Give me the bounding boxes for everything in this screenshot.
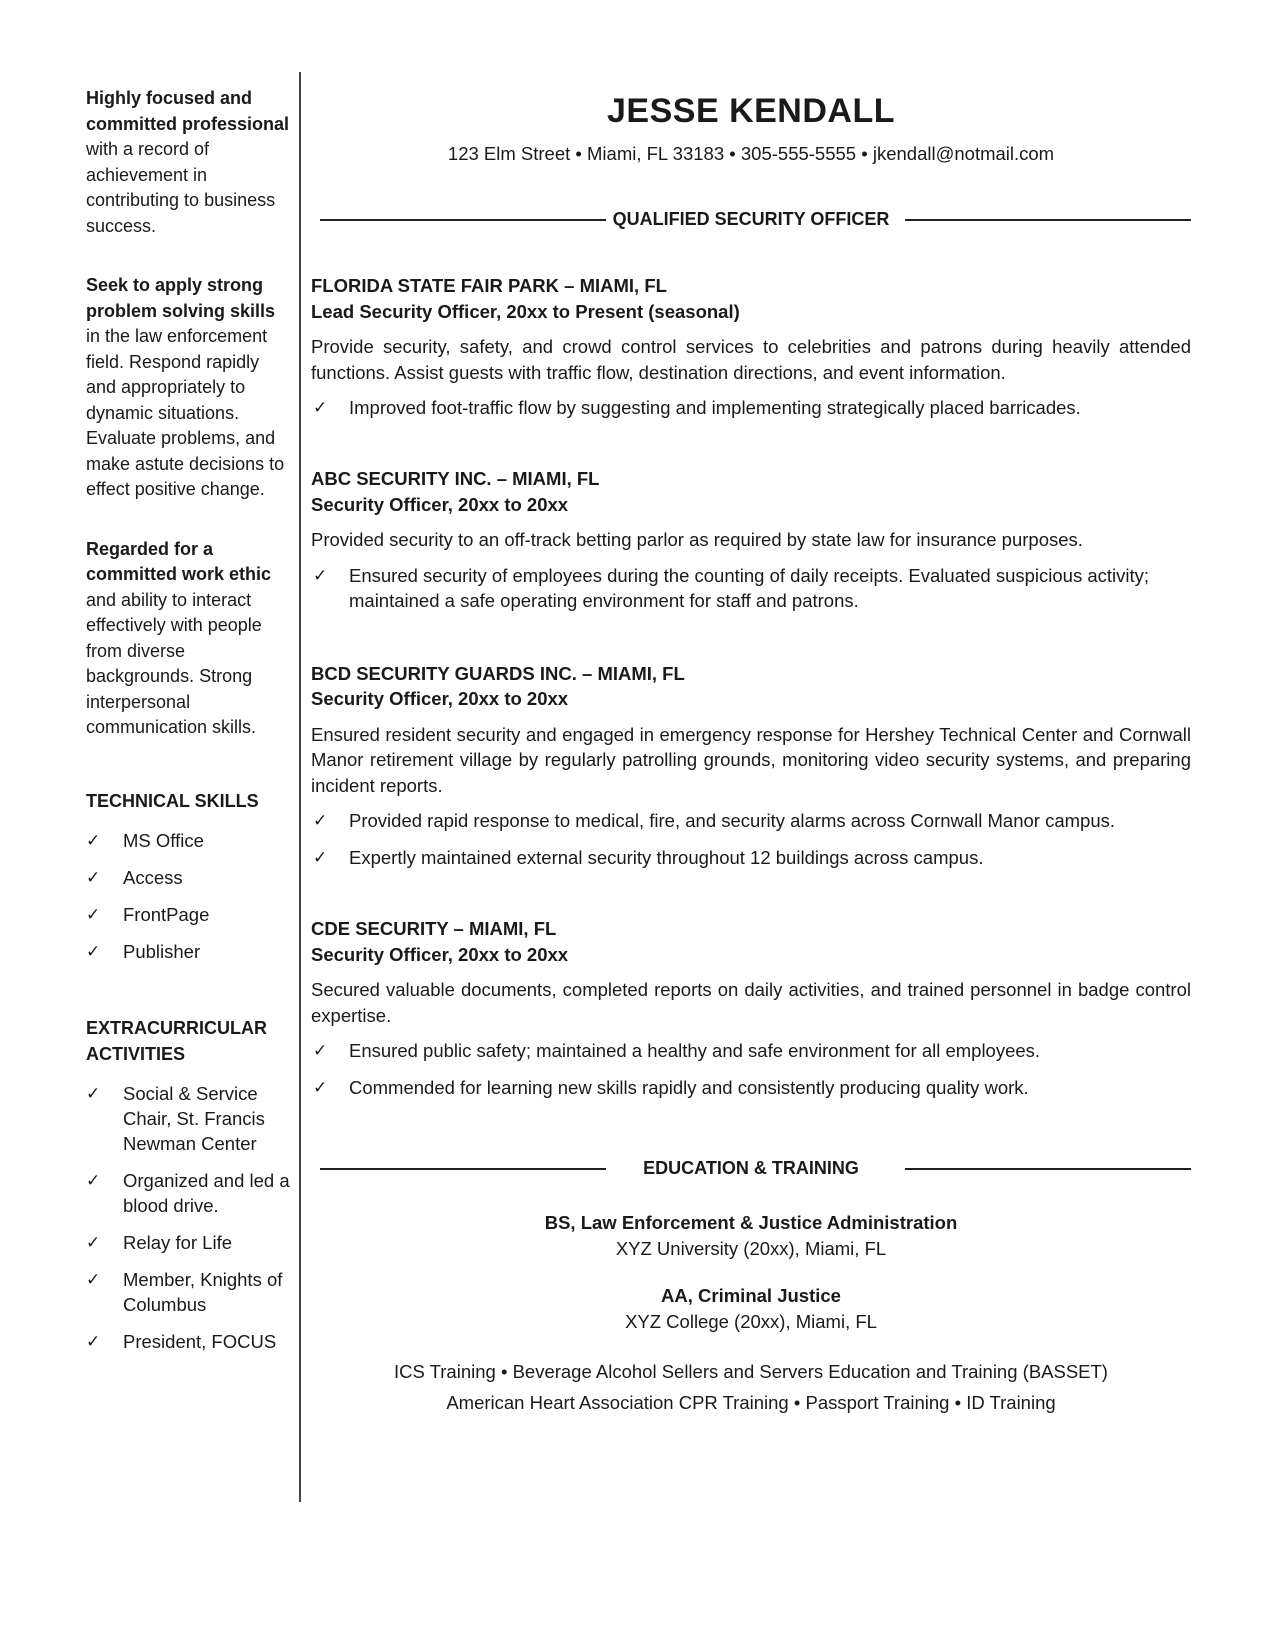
summary-text: with a record of achievement in contributing to business success.: [86, 139, 276, 236]
list-item: ✓ Improved foot-traffic flow by suggesting and implementing strategically placed barricades.: [313, 397, 1081, 418]
checkmark-icon: ✓: [86, 831, 101, 850]
job-bullets: [311, 808, 1191, 870]
checkmark-icon: ✓: [313, 398, 328, 417]
activities-list: [86, 1081, 291, 1354]
skills-list: [86, 828, 291, 964]
list-item: ✓ MS Office: [86, 830, 204, 851]
checkmark-icon: ✓: [86, 1270, 101, 1289]
job-title: Lead Security Officer, 20xx to Present (seasonal): [311, 300, 740, 322]
job-entry: [311, 466, 1191, 613]
education-list: [311, 1210, 1191, 1334]
checkmark-icon: ✓: [86, 868, 101, 887]
list-item: ✓ President, FOCUS: [86, 1331, 277, 1352]
summary-text: in the law enforcement field. Respond rapidly and appropriately to dynamic situations. Evaluate problems, and make astute decisions to effect positive change.: [86, 326, 285, 499]
summary-lead: Highly focused and committed professional: [86, 88, 290, 134]
contact-line: 123 Elm Street • Miami, FL 33183 • 305-555-5555 • jkendall@notmail.com: [447, 143, 1055, 164]
training-line-2: American Heart Association CPR Training • Passport Training • ID Training: [446, 1392, 1056, 1413]
summary-para-1: [86, 86, 291, 239]
summary-text: and ability to interact effectively with people from diverse backgrounds. Strong interpersonal communication skills.: [86, 589, 262, 737]
applicant-name: JESSE KENDALL: [607, 92, 895, 130]
education-section-heading: EDUCATION & TRAINING: [311, 1156, 1191, 1180]
checkmark-icon: ✓: [313, 848, 328, 867]
main-column: [311, 88, 1191, 1418]
list-item: ✓ Ensured public safety; maintained a healthy and safe environment for all employees.: [313, 1040, 1041, 1061]
list-item: ✓ Expertly maintained external security throughout 12 buildings across campus.: [313, 847, 984, 868]
job-company: BCD SECURITY GUARDS INC. – MIAMI, FL: [311, 662, 685, 684]
column-divider: [299, 72, 301, 1502]
experience-section-heading: QUALIFIED SECURITY OFFICER: [311, 207, 1191, 231]
list-item: ✓ Access: [86, 867, 183, 888]
checkmark-icon: ✓: [86, 1233, 101, 1252]
job-bullets: [311, 395, 1191, 420]
school: XYZ College (20xx), Miami, FL: [625, 1310, 877, 1332]
job-title: Security Officer, 20xx to 20xx: [311, 943, 569, 965]
list-item: ✓ Organized and led a blood drive.: [86, 1170, 290, 1216]
job-description: Secured valuable documents, completed reports on daily activities, and trained personnel in badge control expertise.: [311, 979, 1191, 1026]
summary-lead: Regarded for a committed work ethic: [86, 538, 272, 584]
degree: AA, Criminal Justice: [661, 1285, 841, 1306]
job-title: Security Officer, 20xx to 20xx: [311, 493, 569, 515]
checkmark-icon: ✓: [86, 1171, 101, 1190]
school: XYZ University (20xx), Miami, FL: [615, 1237, 887, 1259]
job-title: Security Officer, 20xx to 20xx: [311, 688, 569, 709]
job-company: CDE SECURITY – MIAMI, FL: [311, 918, 557, 939]
degree: BS, Law Enforcement & Justice Administration: [544, 1212, 958, 1233]
checkmark-icon: ✓: [86, 1332, 101, 1351]
list-item: ✓ Provided rapid response to medical, fire, and security alarms across Cornwall Manor campus.: [313, 810, 1116, 831]
summary-lead: Seek to apply strong problem solving skills: [86, 275, 276, 321]
checkmark-icon: ✓: [313, 1078, 328, 1097]
activities-heading: EXTRACURRICULAR ACTIVITIES: [86, 1018, 267, 1064]
divider: [905, 1168, 1191, 1170]
divider: [905, 219, 1191, 221]
summary-para-2: [86, 273, 291, 503]
checkmark-icon: ✓: [86, 942, 101, 961]
job-bullets: [311, 1038, 1191, 1100]
job-description: Provided security to an off-track betting parlor as required by state law for insurance purposes.: [311, 529, 1083, 550]
list-item: ✓ Relay for Life: [86, 1232, 232, 1253]
checkmark-icon: ✓: [313, 1041, 328, 1060]
list-item: ✓ Social & Service Chair, St. Francis Newman Center: [86, 1083, 265, 1154]
job-company: ABC SECURITY INC. – MIAMI, FL: [311, 468, 600, 489]
job-description: Provide security, safety, and crowd control services to celebrities and patrons during heavily attended functions. Assist guests with traffic flow, destination directions, and event information.: [311, 336, 1191, 383]
job-entry: [311, 661, 1191, 871]
job-company: FLORIDA STATE FAIR PARK – MIAMI, FL: [311, 275, 667, 296]
checkmark-icon: ✓: [86, 905, 101, 924]
training-list: [311, 1356, 1191, 1418]
list-item: ✓ Commended for learning new skills rapidly and consistently producing quality work.: [313, 1077, 1029, 1098]
checkmark-icon: ✓: [313, 565, 328, 585]
checkmark-icon: ✓: [313, 811, 328, 830]
skills-heading: TECHNICAL SKILLS: [86, 790, 259, 811]
list-item: ✓ Ensured security of employees during the counting of daily receipts. Evaluated suspicious activity; maintained a safe operating environment for staff and patrons.: [313, 564, 1150, 611]
summary-para-3: [86, 537, 291, 741]
job-bullets: [311, 563, 1191, 613]
job-entry: [311, 916, 1191, 1100]
job-description: Ensured resident security and engaged in emergency response for Hershey Technical Center and Cornwall Manor retirement village by regularly patrolling grounds, monitoring video security systems, and preparing incident reports.: [311, 723, 1191, 796]
list-item: ✓ Member, Knights of Columbus: [86, 1269, 283, 1315]
list-item: ✓ FrontPage: [86, 904, 210, 925]
training-line-1: ICS Training • Beverage Alcohol Sellers and Servers Education and Training (BASSET): [394, 1361, 1108, 1382]
list-item: ✓ Publisher: [86, 941, 201, 962]
sidebar: [86, 86, 291, 1394]
checkmark-icon: ✓: [86, 1084, 101, 1103]
job-entry: [311, 273, 1191, 420]
